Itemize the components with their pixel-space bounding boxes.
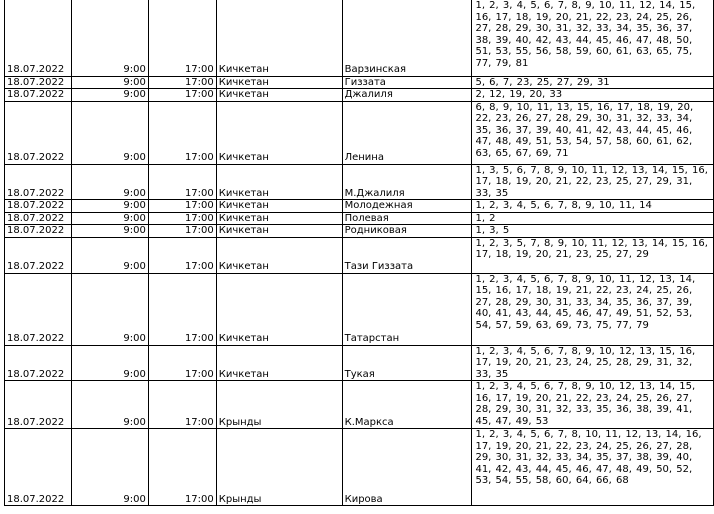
table-row (5, 200, 714, 213)
date-cell: 18.07.2022 (5, 237, 72, 273)
locality-cell: Кичкетан (216, 273, 342, 345)
locality-cell: Кичкетан (216, 164, 342, 200)
start-time-cell: 9:00 (71, 225, 148, 238)
street-cell: Татарстан (342, 273, 472, 345)
locality-cell: Кичкетан (216, 225, 342, 238)
date-cell: 18.07.2022 (5, 89, 72, 102)
start-time-cell: 9:00 (71, 164, 148, 200)
start-time-cell: 9:00 (71, 200, 148, 213)
street-cell: Кирова (342, 429, 472, 506)
end-time-cell: 17:00 (148, 76, 216, 89)
date-cell: 18.07.2022 (5, 345, 72, 381)
table-row (5, 381, 714, 429)
street-cell: Тази Гиззата (342, 237, 472, 273)
date-cell: 18.07.2022 (5, 164, 72, 200)
street-cell: Варзинская (342, 0, 472, 76)
end-time-cell: 17:00 (148, 345, 216, 381)
start-time-cell: 9:00 (71, 381, 148, 429)
table-row (5, 101, 714, 164)
locality-cell: Кичкетан (216, 76, 342, 89)
locality-cell: Кичкетан (216, 345, 342, 381)
end-time-cell: 17:00 (148, 237, 216, 273)
end-time-cell: 17:00 (148, 101, 216, 164)
date-cell: 18.07.2022 (5, 0, 72, 76)
start-time-cell: 9:00 (71, 273, 148, 345)
table-row (5, 429, 714, 506)
street-cell: Гиззата (342, 76, 472, 89)
locality-cell: Кичкетан (216, 89, 342, 102)
street-cell: Полевая (342, 212, 472, 225)
date-cell: 18.07.2022 (5, 381, 72, 429)
end-time-cell: 17:00 (148, 225, 216, 238)
end-time-cell: 17:00 (148, 0, 216, 76)
street-cell: М.Джалиля (342, 164, 472, 200)
end-time-cell: 17:00 (148, 273, 216, 345)
date-cell: 18.07.2022 (5, 76, 72, 89)
end-time-cell: 17:00 (148, 429, 216, 506)
start-time-cell: 9:00 (71, 429, 148, 506)
locality-cell: Кичкетан (216, 101, 342, 164)
start-time-cell: 9:00 (71, 345, 148, 381)
end-time-cell: 17:00 (148, 164, 216, 200)
table-row (5, 273, 714, 345)
date-cell: 18.07.2022 (5, 429, 72, 506)
table-row (5, 237, 714, 273)
table-row (5, 212, 714, 225)
date-cell: 18.07.2022 (5, 273, 72, 345)
house-numbers-cell: 1, 2, 3, 4, 5, 6, 7, 8, 9, 10, 11, 14 (472, 200, 714, 213)
house-numbers-cell: 6, 8, 9, 10, 11, 13, 15, 16, 17, 18, 19, 20, 22, 23, 26, 27, 28, 29, 30, 31, 32, 33, 34, 35, 36, 37, 39, 40, 41, 42, 43, 44, 45, 46, 47, 48, 49, 51, 53, 54, 57, 58, 60, 61, 62, 63, 65, 67, 69, 71 (472, 101, 714, 164)
house-numbers-cell: 1, 2, 3, 4, 5, 6, 7, 8, 10, 11, 12, 13, 14, 16, 17, 19, 20, 21, 22, 23, 24, 25, 26, 27, 28, 29, 30, 31, 32, 33, 34, 35, 37, 38, 39, 40, 41, 42, 43, 44, 45, 46, 47, 48, 49, 50, 52, 53, 54, 55, 58, 60, 64, 66, 68 (472, 429, 714, 506)
locality-cell: Крынды (216, 429, 342, 506)
table-row (5, 89, 714, 102)
start-time-cell: 9:00 (71, 237, 148, 273)
start-time-cell: 9:00 (71, 76, 148, 89)
end-time-cell: 17:00 (148, 381, 216, 429)
start-time-cell: 9:00 (71, 0, 148, 76)
end-time-cell: 17:00 (148, 212, 216, 225)
house-numbers-cell: 2, 12, 19, 20, 33 (472, 89, 714, 102)
table-row (5, 345, 714, 381)
street-cell: Тукая (342, 345, 472, 381)
locality-cell: Кичкетан (216, 212, 342, 225)
house-numbers-cell: 5, 6, 7, 23, 25, 27, 29, 31 (472, 76, 714, 89)
house-numbers-cell: 1, 3, 5, 6, 7, 8, 9, 10, 11, 12, 13, 14, 15, 16, 17, 18, 19, 20, 21, 22, 23, 25, 27, 29, 31, 33, 35 (472, 164, 714, 200)
locality-cell: Кичкетан (216, 200, 342, 213)
start-time-cell: 9:00 (71, 212, 148, 225)
house-numbers-cell: 1, 2, 3, 4, 5, 6, 7, 8, 9, 10, 12, 13, 14, 15, 16, 17, 19, 20, 21, 22, 23, 24, 25, 26, 27, 28, 29, 30, 31, 32, 33, 35, 36, 38, 39, 41, 45, 47, 49, 53 (472, 381, 714, 429)
street-cell: Ленина (342, 101, 472, 164)
house-numbers-cell: 1, 3, 5 (472, 225, 714, 238)
end-time-cell: 17:00 (148, 89, 216, 102)
house-numbers-cell: 1, 2, 3, 4, 5, 6, 7, 8, 9, 10, 12, 13, 15, 16, 17, 19, 20, 21, 23, 24, 25, 28, 29, 31, 32, 33, 35 (472, 345, 714, 381)
locality-cell: Кичкетан (216, 0, 342, 76)
house-numbers-cell: 1, 2, 3, 5, 7, 8, 9, 10, 11, 12, 13, 14, 15, 16, 17, 18, 19, 20, 21, 23, 25, 27, 29 (472, 237, 714, 273)
house-numbers-cell: 1, 2 (472, 212, 714, 225)
street-cell: К.Маркса (342, 381, 472, 429)
table-row (5, 0, 714, 76)
table-row (5, 225, 714, 238)
street-cell: Джалиля (342, 89, 472, 102)
street-cell: Родниковая (342, 225, 472, 238)
street-cell: Молодежная (342, 200, 472, 213)
start-time-cell: 9:00 (71, 89, 148, 102)
house-numbers-cell: 1, 2, 3, 4, 5, 6, 7, 8, 9, 10, 11, 12, 13, 14, 15, 16, 17, 18, 19, 21, 22, 23, 24, 25, 26, 27, 28, 29, 30, 31, 33, 34, 35, 36, 37, 39, 40, 41, 43, 44, 45, 46, 47, 49, 51, 52, 53, 54, 57, 59, 63, 69, 73, 75, 77, 79 (472, 273, 714, 345)
date-cell: 18.07.2022 (5, 212, 72, 225)
start-time-cell: 9:00 (71, 101, 148, 164)
table-body (5, 0, 714, 506)
table-row (5, 76, 714, 89)
end-time-cell: 17:00 (148, 200, 216, 213)
locality-cell: Крынды (216, 381, 342, 429)
date-cell: 18.07.2022 (5, 101, 72, 164)
table-row (5, 164, 714, 200)
date-cell: 18.07.2022 (5, 200, 72, 213)
locality-cell: Кичкетан (216, 237, 342, 273)
date-cell: 18.07.2022 (5, 225, 72, 238)
house-numbers-cell: 1, 2, 3, 4, 5, 6, 7, 8, 9, 10, 11, 12, 14, 15, 16, 17, 18, 19, 20, 21, 22, 23, 24, 25, 26, 27, 28, 29, 30, 31, 32, 33, 34, 35, 36, 37, 38, 39, 40, 42, 43, 44, 45, 46, 47, 48, 50, 51, 53, 55, 56, 58, 59, 60, 61, 63, 65, 75, 77, 79, 81 (472, 0, 714, 76)
outage-schedule-table (4, 0, 714, 506)
